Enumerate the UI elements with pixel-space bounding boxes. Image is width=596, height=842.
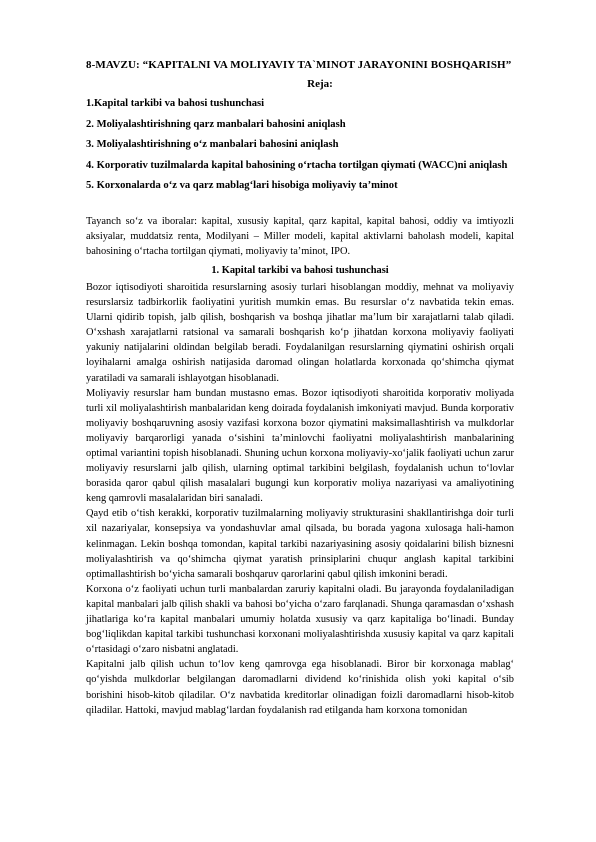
body-paragraph-3: Qayd etib o‘tish kerakki, korporativ tuzilmalarning moliyaviy strukturasini shakllantirishga doir turli xil nazariyalar, konsepsiya va yondashuvlar amal qilsada, bu borada yagona xulosaga hali-hamon kelinmagan. Lekin boshqa tomondan, kapital tarkibi nazariyasining asosiy qoidalarini bilish biznesni moliyalashtirish va qo‘shimcha qiymat yaratish prinsiplarini chuqur anglash kapital tarkibini optimallashtirish bo‘yicha samarali boshqaruv qarorlarini qabul qilish imkonini beradi. [86, 508, 514, 580]
document-page [86, 58, 514, 718]
body-paragraph-4: Korxona o‘z faoliyati uchun turli manbalardan zaruriy kapitalni oladi. Bu jarayonda foydalaniladigan kapital manbalari jalb qilish shakli va bahosi bo‘yicha o‘zaro farqlanadi. Shunga qaramasdan o‘xshash jihatlariga ko‘ra kapital manbalari umumiy holatda xususiy va qarz kapitaliga bo‘linadi. Bunday bog‘liqlikdan kapital tarkibi tushunchasi korxonani moliyalashtirishda xususiy kapital va qarz kapitali o‘rtasidagi o‘zaro nisbatni anglatadi. [86, 583, 514, 656]
body-paragraph-2: Moliyaviy resurslar ham bundan mustasno emas. Bozor iqtisodiyoti sharoitida korporativ moliyada turli xil moliyalashtirish manbalaridan keng doirada foydalanish imkoniyati mavjud. Bunda korporativ moliyaviy boshqaruvning asosiy vazifasi korxona bozor qiymatini maksimallashtirish va mulkdorlar moliyaviy barqarorligi yanada o‘sishini ta’minlovchi faoliyatni moliyalashtirish manbalarining optimal variantini topish hisoblanadi. Shuning uchun korxona moliyaviy-xo‘jalik faoliyati uchun zarur moliyaviy resurslarni jalb qilish, ularning optimal tarkibini belgilash, foydalanish uchun to‘lovlar borasida qaror qabul qilish masalalari bugungi kun korporativ moliya nazariyasi va amaliyotining keng qamrovli masalalaridan biri sanaladi. [86, 387, 514, 505]
spacer [86, 200, 514, 214]
plan-item-5: 5. Korxonalarda o‘z va qarz mablag‘lari hisobiga moliyaviy ta’minot [86, 180, 398, 192]
keywords-paragraph: Tayanch so‘z va iboralar: kapital, xususiy kapital, qarz kapital, kapital bahosi, oddiy va imtiyozli aksiyalar, muddatsiz renta, Modilyani – Miller modeli, kapital aktivlarni baholash modeli, kapital bahosining o‘rtacha tortilgan qiymati, moliyaviy ta’minot, IPO. [86, 215, 514, 257]
plan-item-3: 3. Moliyalashtirishning o‘z manbalari bahosini aniqlash [86, 139, 339, 151]
plan-item-4: 4. Korporativ tuzilmalarda kapital bahosining o‘rtacha tortilgan qiymati (WACC)ni aniqlash [86, 159, 508, 171]
plan-item-1: 1.Kapital tarkibi va bahosi tushunchasi [86, 98, 265, 110]
plan-item-2: 2. Moliyalashtirishning qarz manbalari bahosini aniqlash [86, 118, 346, 130]
plan-heading: Reja: [307, 78, 333, 90]
document-title: 8-MAVZU: “KAPITALNI VA MOLIYAVIY TA`MINOT JARAYONINI BOSHQARISH” [86, 59, 512, 71]
body-paragraph-5: Kapitalni jalb qilish uchun to‘lov keng qamrovga ega hisoblanadi. Biror bir korxonaga mablag‘ qo‘yishda mulkdorlar belgilangan daromadlarni dividend ko‘rinishida olish yoki kapital o‘sib borishini hisob-kitob qiladilar. O‘z navbatida kreditorlar olinadigan foizli daromadlarni hisob-kitob qiladilar. Hattoki, mavjud mablag‘lardan foydalanish rad etilganda ham korxona tomonidan [86, 659, 514, 716]
body-paragraph-1: Bozor iqtisodiyoti sharoitida resurslarning asosiy turlari hisoblangan moddiy, mehnat va moliyaviy resurslarsiz tadbirkorlik faoliyatini yuritish mumkin emas. Bu resurslar o‘z navbatida tekin emas. Ularni qidirib topish, jalb qilish, boshqarish va boshqa jihatlar ma’lum bir xarajatlarni talab qiladi. O‘xshash xarajatlarni ratsional va samarali boshqarish ko‘p jihatdan korxona moliyaviy faoliyati yakuniy natijalarini oldindan belgilab beradi. Foydalanilgan resurslarning qiymatini oshirish orqali loyihalarni amalga oshirish natijasida daromad olingan holatlarda korxonada qo‘shimcha qiymat yaratiladi va samarali ishlayotgan hisoblanadi. [86, 281, 514, 384]
section-heading: 1. Kapital tarkibi va bahosi tushunchasi [211, 264, 389, 276]
